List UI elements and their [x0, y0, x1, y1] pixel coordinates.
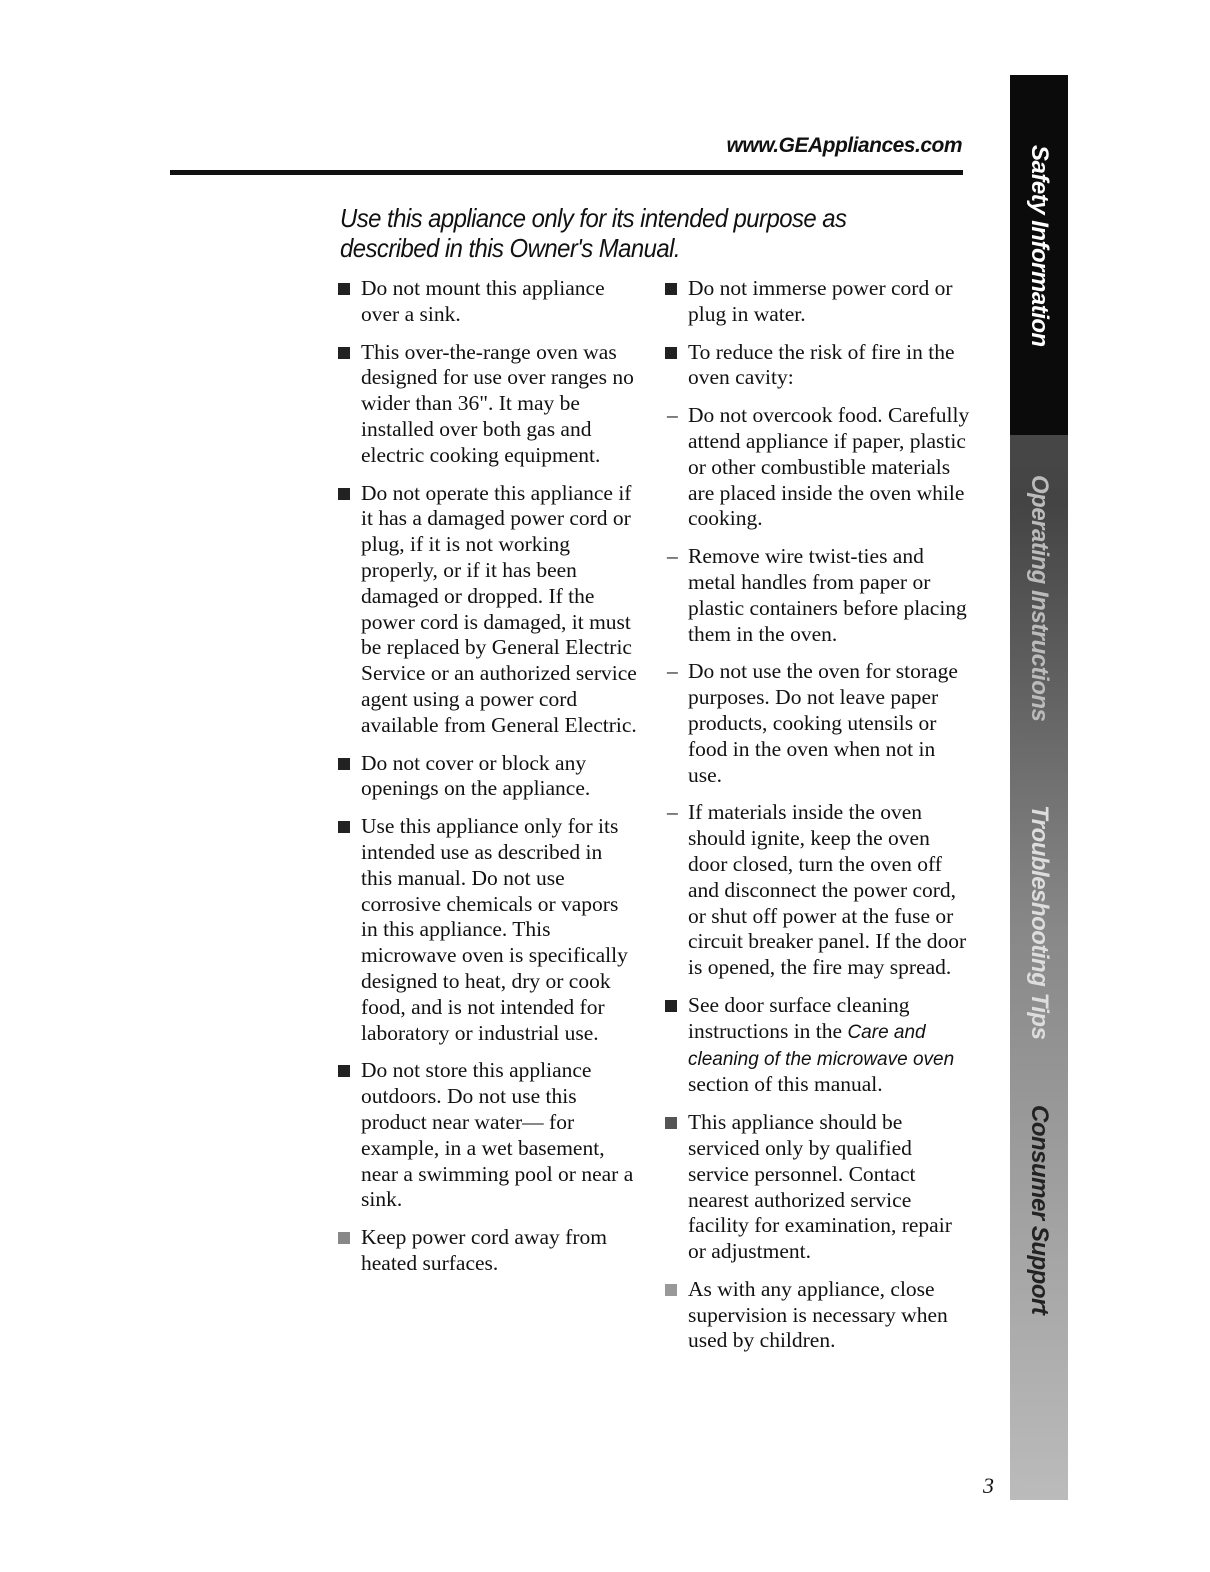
- dash-icon: –: [667, 800, 678, 825]
- right-column: [665, 276, 970, 1366]
- dash-icon: –: [667, 659, 678, 684]
- list-item: [665, 340, 970, 392]
- square-bullet-icon: [338, 1232, 350, 1244]
- dash-item: [665, 403, 970, 532]
- tab-operating-instructions[interactable]: Operating Instructions: [1026, 475, 1053, 722]
- dash-icon: –: [667, 403, 678, 428]
- dash-item: [665, 544, 970, 647]
- section-heading: Use this appliance only for its intended purpose as described in this Owner's Manual.: [340, 203, 847, 263]
- tab-troubleshooting-tips[interactable]: Troubleshooting Tips: [1026, 805, 1053, 1040]
- square-bullet-icon: [665, 283, 677, 295]
- dash-item: [665, 659, 970, 788]
- item-text: To reduce the risk of fire in the oven cavity:: [688, 339, 955, 390]
- square-bullet-icon: [665, 1117, 677, 1129]
- square-bullet-icon: [338, 347, 350, 359]
- list-item: [338, 751, 638, 803]
- item-text: This over-the-range oven was designed for use over ranges no wider than 36". It may be installed over both gas and electric cooking equipment.: [361, 339, 634, 467]
- left-column: [338, 276, 638, 1289]
- item-text: Do not immerse power cord or plug in water.: [688, 276, 953, 326]
- item-text: Do not overcook food. Carefully attend appliance if paper, plastic or other combustible materials are placed inside the oven while cooking.: [688, 403, 970, 531]
- square-bullet-icon: [338, 821, 350, 833]
- square-bullet-icon: [338, 488, 350, 500]
- list-item: [338, 276, 638, 328]
- tab-safety-information[interactable]: Safety Information: [1026, 145, 1053, 347]
- square-bullet-icon: [665, 1284, 677, 1296]
- tab-consumer-support[interactable]: Consumer Support: [1026, 1105, 1053, 1315]
- item-text: Keep power cord away from heated surfaces.: [361, 1225, 607, 1275]
- dash-icon: –: [667, 544, 678, 569]
- item-text: Do not cover or block any openings on the appliance.: [361, 750, 591, 801]
- item-text: Use this appliance only for its intended use as described in this manual. Do not use corrosive chemicals or vapors in this appliance. This microwave oven is specifically designed to heat, dry or cook food, and is not intended for laboratory or industrial use.: [361, 814, 628, 1045]
- list-item: [338, 1058, 638, 1213]
- item-text: Do not use the oven for storage purposes. Do not leave paper products, cooking utensils or food in the oven when not in use.: [688, 659, 958, 787]
- item-text: Do not mount this appliance over a sink.: [361, 276, 605, 326]
- square-bullet-icon: [665, 347, 677, 359]
- square-bullet-icon: [665, 1000, 677, 1012]
- item-text: If materials inside the oven should ignite, keep the oven door closed, turn the oven off and disconnect the power cord, or shut off power at the fuse or circuit breaker panel. If the door is opened, the fire may spread.: [688, 800, 967, 980]
- item-text: Remove wire twist-ties and metal handles from paper or plastic containers before placing them in the oven.: [688, 544, 967, 646]
- item-text: As with any appliance, close supervision is necessary when used by children.: [688, 1276, 948, 1353]
- list-item: [665, 276, 970, 328]
- manual-section-reference: Care and cleaning of the microwave oven: [688, 1021, 955, 1070]
- section-tabs-sidebar: [1010, 75, 1068, 1500]
- list-item: [665, 1110, 970, 1265]
- header-rule: [170, 170, 963, 175]
- square-bullet-icon: [338, 1065, 350, 1077]
- dash-item: [665, 800, 970, 981]
- item-text: Do not operate this appliance if it has a damaged power cord or plug, if it is not working properly, or if it has been damaged or dropped. If the power cord is damaged, it must be replaced by General Electric Service or an authorized service agent using a power cord available from General Electric.: [361, 480, 637, 737]
- square-bullet-icon: [338, 283, 350, 295]
- page-number: 3: [983, 1473, 994, 1498]
- square-bullet-icon: [338, 758, 350, 770]
- list-item: [338, 481, 638, 739]
- list-item: [338, 340, 638, 469]
- item-text: See door surface cleaning instructions in the: [688, 992, 910, 1043]
- item-text: This appliance should be serviced only by qualified service personnel. Contact nearest authorized service facility for examination, repair or adjustment.: [688, 1110, 952, 1264]
- item-text: Do not store this appliance outdoors. Do not use this product near water— for example, in a wet basement, near a swimming pool or near a sink.: [361, 1058, 634, 1212]
- list-item: [338, 814, 638, 1046]
- list-item: [665, 1277, 970, 1354]
- list-item: [665, 993, 970, 1098]
- website-url: www.GEAppliances.com: [726, 134, 962, 157]
- item-text: section of this manual.: [688, 1072, 883, 1097]
- list-item: [338, 1225, 638, 1277]
